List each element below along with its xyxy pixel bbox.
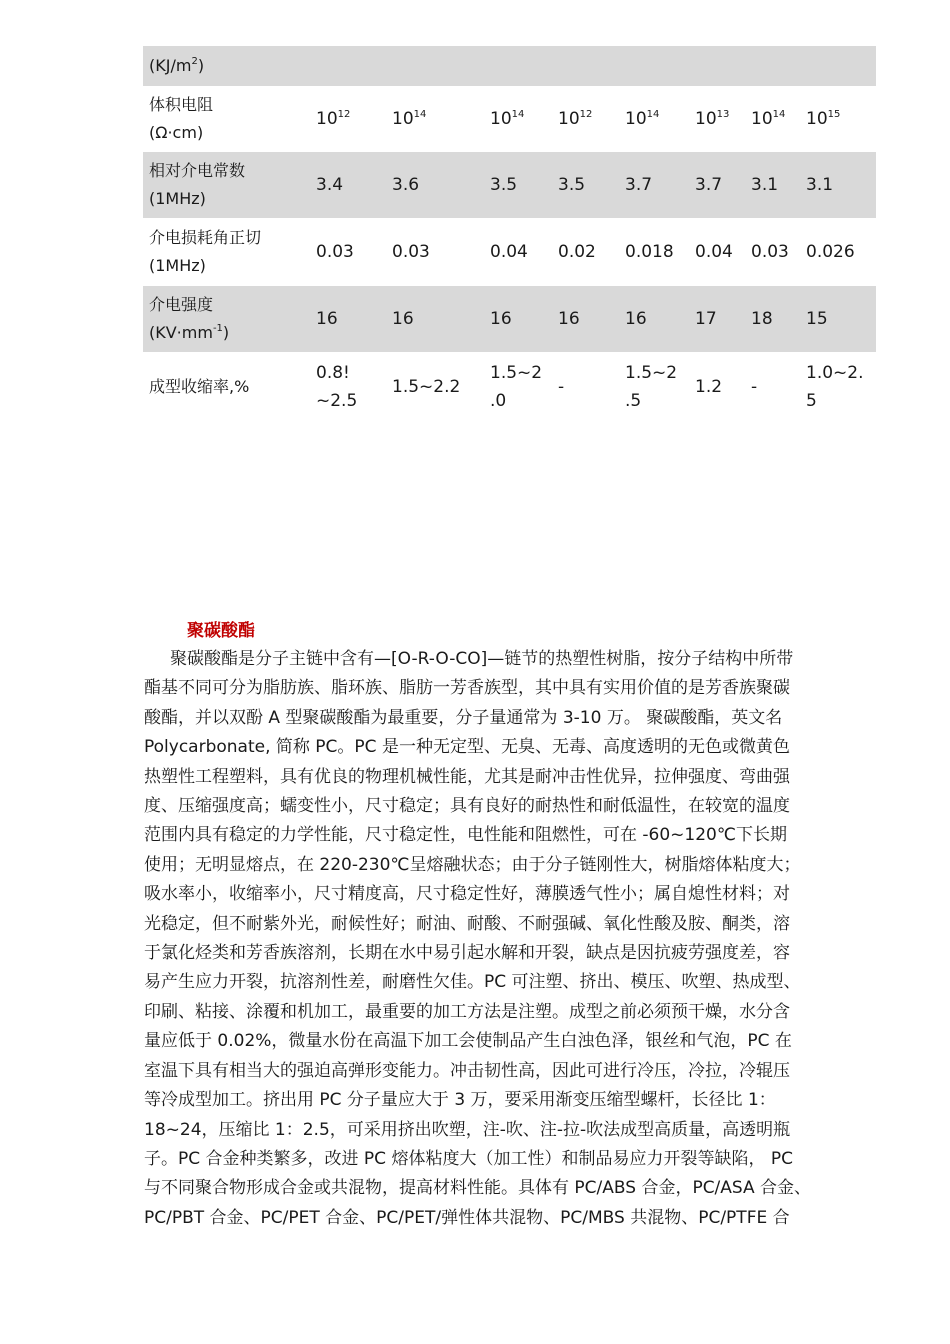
- table-cell: 16: [552, 286, 619, 352]
- table-cell: $10^{14}$: [751, 109, 786, 129]
- table-cell: $10^{12}$: [558, 109, 593, 129]
- row-label: 介电损耗角正切 (1MHz): [149, 228, 262, 275]
- table-cell: 0.026: [806, 242, 855, 262]
- paragraph-line: 热塑性工程塑料，具有优良的物理机械性能，尤其是耐冲击性优异，拉伸强度、弯曲强: [144, 766, 790, 787]
- table-cell: 0.018: [625, 242, 674, 262]
- paragraph-line: Polycarbonate, 简称 PC。PC 是一种无定型、无臭、无毒、高度透明的无色或微黄色: [144, 737, 790, 758]
- table-cell: $10^{15}$: [806, 109, 841, 129]
- paragraph-line: 量应低于 0.02%，微量水份在高温下加工会使制品产生白浊色泽，银丝和气泡，PC 在: [144, 1031, 792, 1052]
- table-cell: 1.2: [695, 377, 723, 397]
- table-cell: 3.4: [310, 152, 386, 218]
- table-row: [143, 218, 876, 286]
- paragraph-line: 印刷、粘接、涂覆和机加工，最重要的加工方法是注塑。成型之前必须预干燥，水分含: [144, 1001, 790, 1022]
- paragraph-line: 于氯化烃类和芳香族溶剂，长期在水中易引起水解和开裂，缺点是因抗疲劳强度差，容: [144, 943, 790, 964]
- paragraph-line: 度、压缩强度高；蠕变性小，尺寸稳定；具有良好的耐热性和耐低温性，在较宽的温度: [144, 796, 790, 817]
- table-cell: $10^{13}$: [695, 109, 730, 129]
- table-cell: 3.7: [619, 152, 689, 218]
- table-row: [143, 86, 876, 152]
- table-cell: [689, 46, 745, 86]
- paragraph-line: 与不同聚合物形成合金或共混物，提高材料性能。具体有 PC/ABS 合金，PC/ASA 合金、: [144, 1178, 812, 1199]
- paragraph-line: 酯基不同可分为脂肪族、脂环族、脂肪一芳香族型，其中具有实用价值的是芳香族聚碳: [144, 678, 790, 699]
- table-cell: 0.03: [751, 242, 789, 262]
- table-body: [143, 46, 876, 422]
- table-cell: 0.03: [392, 242, 430, 262]
- table-cell: $10^{14}$: [392, 109, 427, 129]
- row-label: 体积电阻 (Ω·cm): [149, 95, 214, 142]
- table-cell: [386, 46, 484, 86]
- table-cell: 3.1: [800, 152, 876, 218]
- table-row: [143, 152, 876, 218]
- row-label: $(KJ/m^2)$: [143, 46, 310, 86]
- table-cell: 3.7: [689, 152, 745, 218]
- table-row: [143, 286, 876, 352]
- table-cell: 16: [484, 286, 552, 352]
- table-cell: 16: [386, 286, 484, 352]
- paragraph-line: 室温下具有相当大的强迫高弹形变能力。冲击韧性高，因此可进行冷压，冷拉，冷辊压: [144, 1060, 790, 1081]
- table-cell: [800, 46, 876, 86]
- properties-table: [143, 46, 876, 422]
- table-cell: 3.5: [552, 152, 619, 218]
- table-cell: 1.0~2. 5: [806, 363, 864, 411]
- table-cell: 1.5~2 .0: [490, 363, 543, 411]
- table-cell: 1.5~2 .5: [625, 363, 678, 411]
- table-row: [143, 352, 876, 422]
- table-cell: 0.03: [316, 242, 354, 262]
- table-cell: 0.8! ~2.5: [316, 363, 358, 411]
- table-row: [143, 46, 876, 86]
- table-cell: 3.5: [484, 152, 552, 218]
- table-cell: 0.04: [695, 242, 733, 262]
- section-body: [144, 645, 884, 1233]
- paragraph-line: 吸水率小，收缩率小，尺寸精度高，尺寸稳定性好，薄膜透气性小；属自熄性材料；对: [144, 884, 790, 905]
- table-cell: $10^{14}$: [625, 109, 660, 129]
- table-cell: 1.5~2.2: [392, 377, 461, 397]
- table-cell: 17: [689, 286, 745, 352]
- paragraph-line: 18~24，压缩比 1：2.5，可采用挤出吹塑，注-吹、注-拉-吹法成型高质量，高透明瓶: [144, 1119, 791, 1140]
- table-cell: [745, 46, 800, 86]
- paragraph-line: 范围内具有稳定的力学性能，尺寸稳定性，电性能和阻燃性，可在 -60~120℃下长期: [144, 825, 787, 846]
- table-cell: [484, 46, 552, 86]
- table-cell: 0.04: [490, 242, 528, 262]
- paragraph-line: 等冷成型加工。挤出用 PC 分子量应大于 3 万，要采用渐变压缩型螺杆，长径比 1：: [144, 1090, 776, 1111]
- paragraph-line: 子。PC 合金种类繁多，改进 PC 熔体粘度大（加工性）和制品易应力开裂等缺陷， PC: [144, 1148, 793, 1169]
- paragraph-line: 聚碳酸酯是分子主链中含有—[O-R-O-CO]—链节的热塑性树脂，按分子结构中所带: [170, 649, 794, 669]
- table-cell: -: [751, 377, 758, 397]
- row-label: 相对介电常数 (1MHz): [143, 152, 310, 218]
- paragraph-line: PC/PBT 合金、PC/PET 合金、PC/PET/弹性体共混物、PC/MBS 共混物、PC/PTFE 合: [144, 1207, 790, 1228]
- table-cell: [310, 46, 386, 86]
- table-cell: 16: [619, 286, 689, 352]
- paragraph-line: 光稳定，但不耐紫外光，耐候性好；耐油、耐酸、不耐强碱、氧化性酸及胺、酮类，溶: [144, 913, 790, 934]
- table-cell: -: [558, 377, 565, 397]
- table-cell: [552, 46, 619, 86]
- row-label: 介电强度 $(KV\cdot mm^{-1})$: [143, 286, 310, 352]
- table-cell: 0.02: [558, 242, 596, 262]
- table-cell: 15: [800, 286, 876, 352]
- paragraph-line: 易产生应力开裂，抗溶剂性差，耐磨性欠佳。PC 可注塑、挤出、模压、吹塑、热成型、: [144, 972, 801, 993]
- paragraph-line: 使用；无明显熔点，在 220-230℃呈熔融状态；由于分子链刚性大，树脂熔体粘度大；: [144, 854, 801, 875]
- table-cell: $10^{14}$: [490, 109, 525, 129]
- table-cell: 18: [745, 286, 800, 352]
- paragraph-line: 酸酯，并以双酚 A 型聚碳酸酯为最重要，分子量通常为 3-10 万。 聚碳酸酯，英文名: [144, 707, 783, 728]
- table-cell: $10^{12}$: [316, 109, 351, 129]
- row-label: 成型收缩率,%: [149, 377, 250, 396]
- section-heading: 聚碳酸酯: [187, 621, 255, 641]
- table-cell: 3.6: [386, 152, 484, 218]
- table-cell: [619, 46, 689, 86]
- table-cell: 3.1: [745, 152, 800, 218]
- table-cell: 16: [310, 286, 386, 352]
